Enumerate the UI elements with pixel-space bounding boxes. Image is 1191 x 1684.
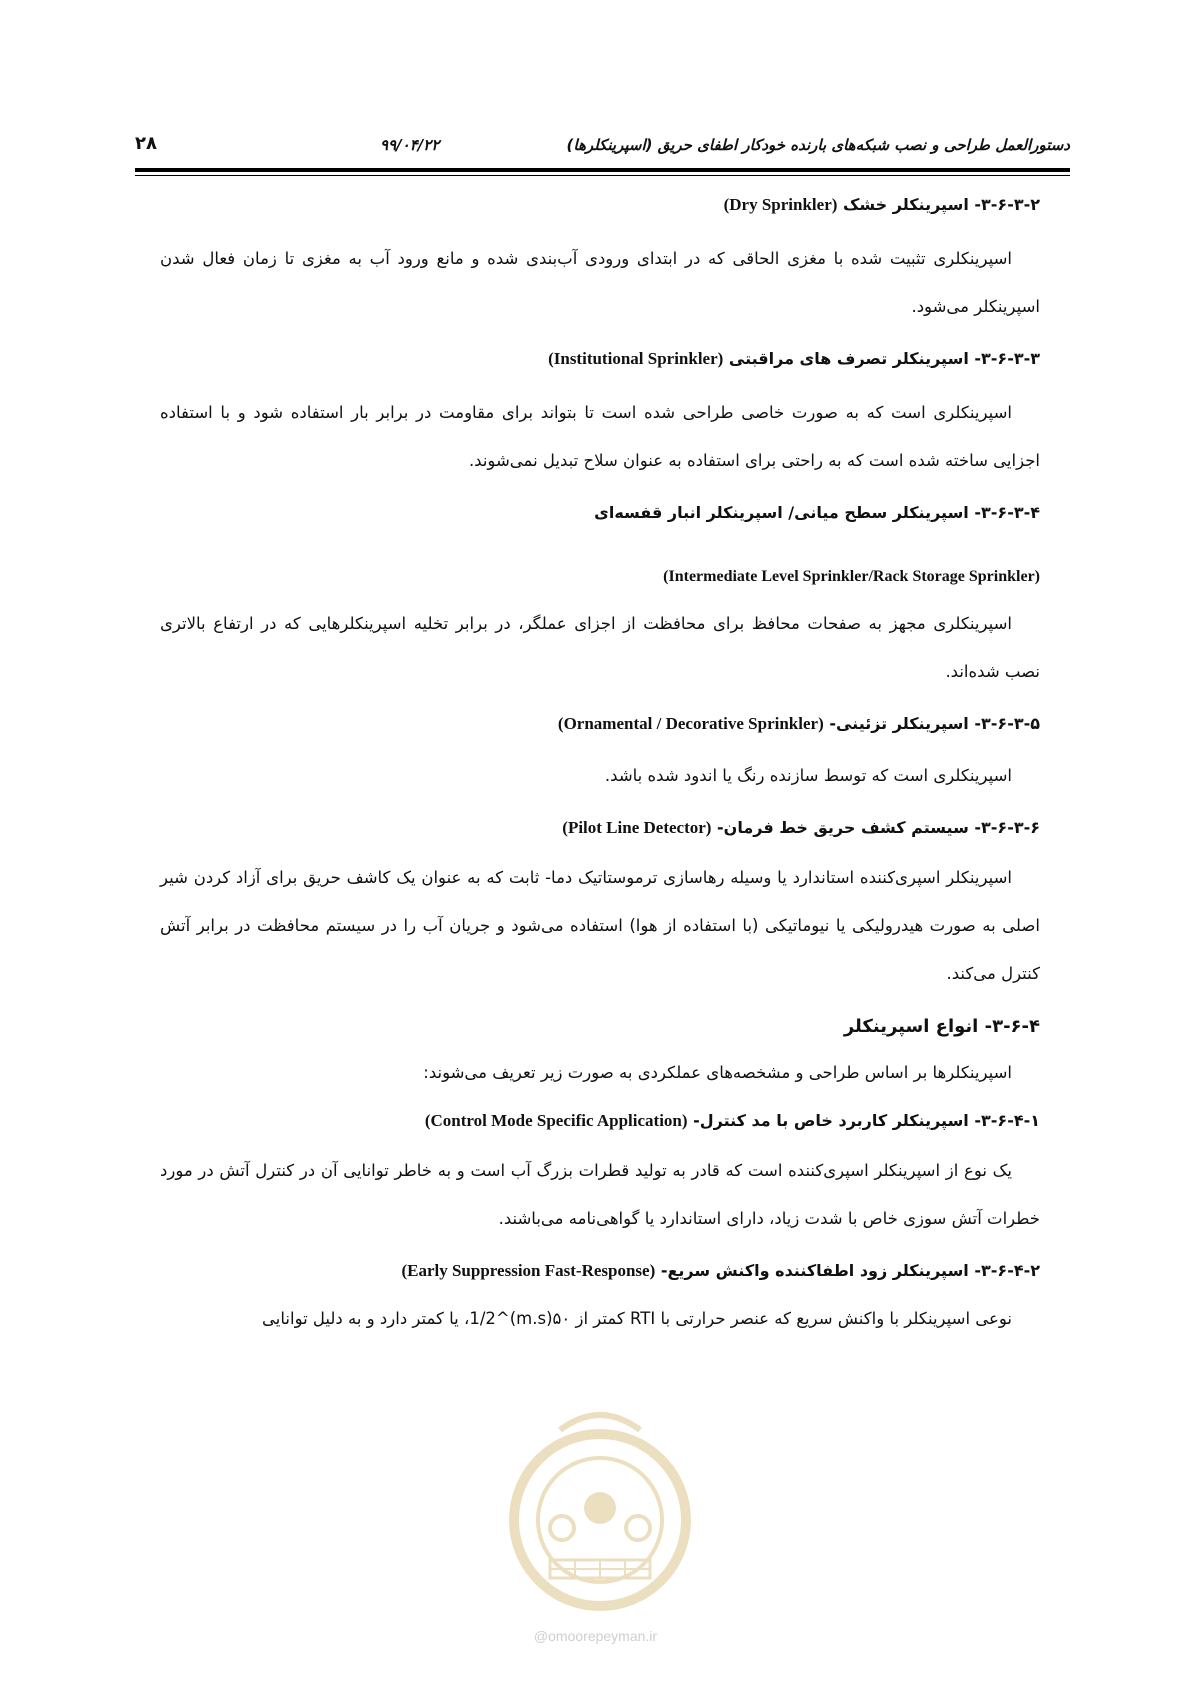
section-intermediate-level-sprinkler (160, 503, 1040, 696)
section-body: اسپرینکلری است که به صورت خاصی طراحی شده است تا بتواند برای مقاومت در برابر بار استفاده شود و با استفاده اجزایی ساخته شده است که به راحتی برای استفاده به عنوان سلاح تبدیل نمی‌شوند. (160, 403, 1040, 470)
header-rule-thick (135, 168, 1070, 172)
section-pilot-line-detector (160, 818, 1040, 998)
section-heading-english: (Intermediate Level Sprinkler/Rack Storage Sprinkler) (663, 568, 1040, 585)
section-heading: ۳-۶-۳-۲- اسپرینکلر خشک (Dry Sprinkler) (723, 195, 1040, 214)
section-heading: ۳-۶-۴- انواع اسپرینکلر (843, 1016, 1040, 1037)
section-institutional-sprinkler (160, 349, 1040, 485)
section-body: اسپرینکلری است که توسط سازنده رنگ یا اندود شده باشد. (604, 766, 1012, 785)
section-dry-sprinkler (160, 195, 1040, 331)
section-heading: ۳-۶-۴-۲- اسپرینکلر زود اطفاکننده واکنش سریع- (Early Suppression Fast-Response) (401, 1261, 1040, 1280)
section-heading: ۳-۶-۴-۱- اسپرینکلر کاربرد خاص با مد کنترل- (Control Mode Specific Application) (424, 1111, 1040, 1130)
section-heading: ۳-۶-۳-۶- سیستم کشف حریق خط فرمان- (Pilot Line Detector) (562, 818, 1040, 837)
watermark-logo-icon (500, 1400, 700, 1620)
section-body: اسپرینکلری تثبیت شده با مغزی الحاقی که در ابتدای ورودی آب‌بندی شده و مانع ورود آب به مغزی تا زمان فعال شدن اسپرینکلر می‌شود. (160, 249, 1040, 316)
header-rule-thin (135, 175, 1070, 176)
watermark-text: @omoorepeyman.ir (533, 1628, 658, 1644)
page-header (135, 128, 1070, 162)
section-cmsa-sprinkler (160, 1111, 1040, 1243)
section-body: نوعی اسپرینکلر با واکنش سریع که عنصر حرارتی با RTI کمتر از ۵۰(m.s)^1/2، یا کمتر دارد و به دلیل توانایی (262, 1309, 1012, 1328)
section-body: اسپرینکلر اسپری‌کننده استاندارد یا وسیله رهاسازی ترموستاتیک دما- ثابت که به عنوان یک کاشف حریق برای آزاد کردن شیر اصلی به صورت هیدرولیکی یا نیوماتیکی (با استفاده از هوا) استفاده می‌شود و جریان آب را در سیستم محافظت در برابر آتش کنترل می‌کند. (160, 868, 1040, 983)
header-date: ۹۹/۰۴/۲۲ (380, 136, 440, 154)
section-heading: ۳-۶-۳-۵- اسپرینکلر تزئینی- (Ornamental / Decorative Sprinkler) (557, 714, 1040, 733)
page-number: ۲۸ (135, 133, 157, 154)
section-sprinkler-types (160, 1016, 1040, 1097)
section-esfr-sprinkler (160, 1261, 1040, 1343)
section-heading: ۳-۶-۳-۳- اسپرینکلر تصرف های مراقبتی (Institutional Sprinkler) (548, 349, 1040, 368)
section-body: اسپرینکلری مجهز به صفحات محافظ برای محافظت از اجزای عملگر، در برابر تخلیه اسپرینکلرهایی که در ارتفاع بالاتری نصب شده‌اند. (160, 614, 1040, 681)
section-body: یک نوع از اسپرینکلر اسپری‌کننده است که قادر به تولید قطرات بزرگ آب است و به خاطر توانایی آن در کنترل آتش در مورد خطرات آتش سوزی خاص با شدت زیاد، دارای استاندارد یا گواهی‌نامه می‌باشند. (160, 1161, 1040, 1228)
document-body (160, 195, 1040, 1343)
header-title: دستورالعمل طراحی و نصب شبکه‌های بارنده خودکار اطفای حریق (اسپرینکلرها) (566, 136, 1070, 154)
section-decorative-sprinkler (160, 714, 1040, 800)
section-heading: ۳-۶-۳-۴- اسپرینکلر سطح میانی/ اسپرینکلر انبار قفسه‌ای (594, 503, 1040, 522)
section-body: اسپرینکلرها بر اساس طراحی و مشخصه‌های عملکردی به صورت زیر تعریف می‌شوند: (423, 1063, 1012, 1082)
